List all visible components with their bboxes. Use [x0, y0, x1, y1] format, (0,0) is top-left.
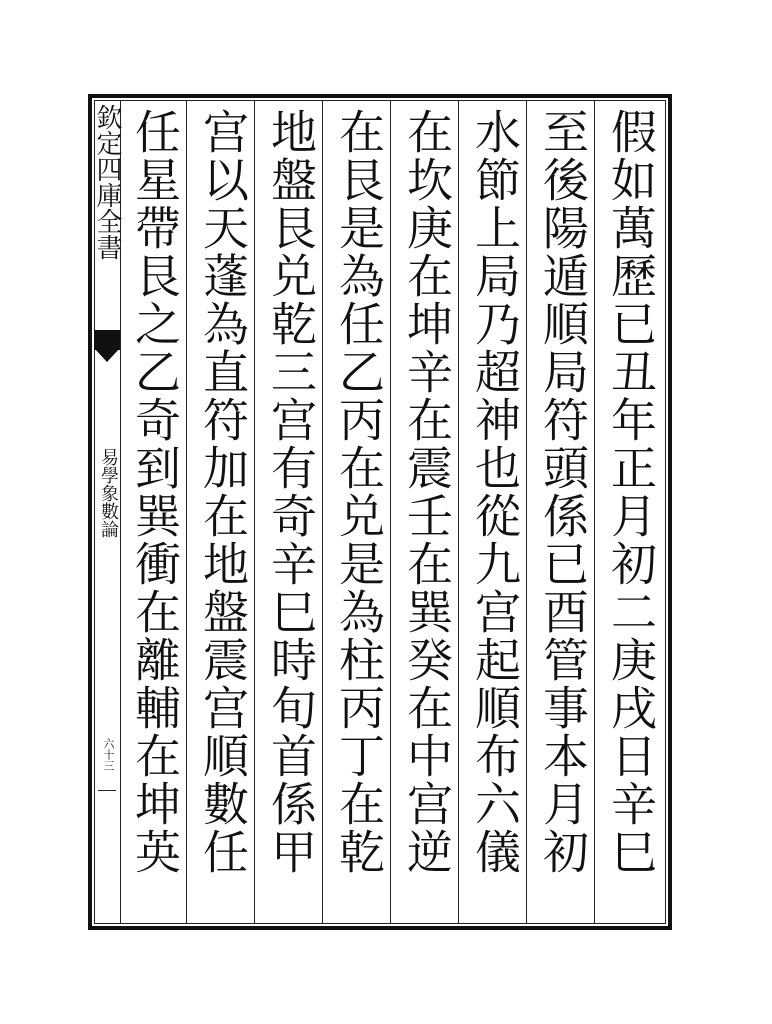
text-column-2: 至後陽遁順局符頭係已酉管事本月初: [536, 108, 590, 876]
fish-tail-mark: [94, 330, 120, 350]
text-column-1: 假如萬歷已丑年正月初二庚戌日辛巳: [604, 108, 658, 876]
text-column-4: 在坎庚在坤辛在震壬在巽癸在中宫逆: [400, 108, 454, 876]
book-title: 易學象數論: [98, 448, 119, 538]
fish-tail-notch: [94, 348, 120, 362]
text-column-5: 在艮是為任乙丙在兑是為柱丙丁在乾: [332, 108, 386, 876]
text-column-6: 地盤艮兑乾三宫有奇辛巳時旬首係甲: [264, 108, 318, 876]
page-number-rule: [98, 790, 116, 791]
text-column-7: 宫以天蓬為直符加在地盤震宫順數任: [196, 108, 250, 876]
page-number: 六十三: [102, 738, 115, 771]
spine-divider: [120, 100, 121, 924]
text-column-3: 水節上局乃超神也從九宫起順布六儀: [468, 108, 522, 876]
text-column-8: 任星帶艮之乙奇到巽衝在離輔在坤英: [128, 108, 182, 876]
collection-title: 欽定四庫全書: [92, 104, 122, 260]
